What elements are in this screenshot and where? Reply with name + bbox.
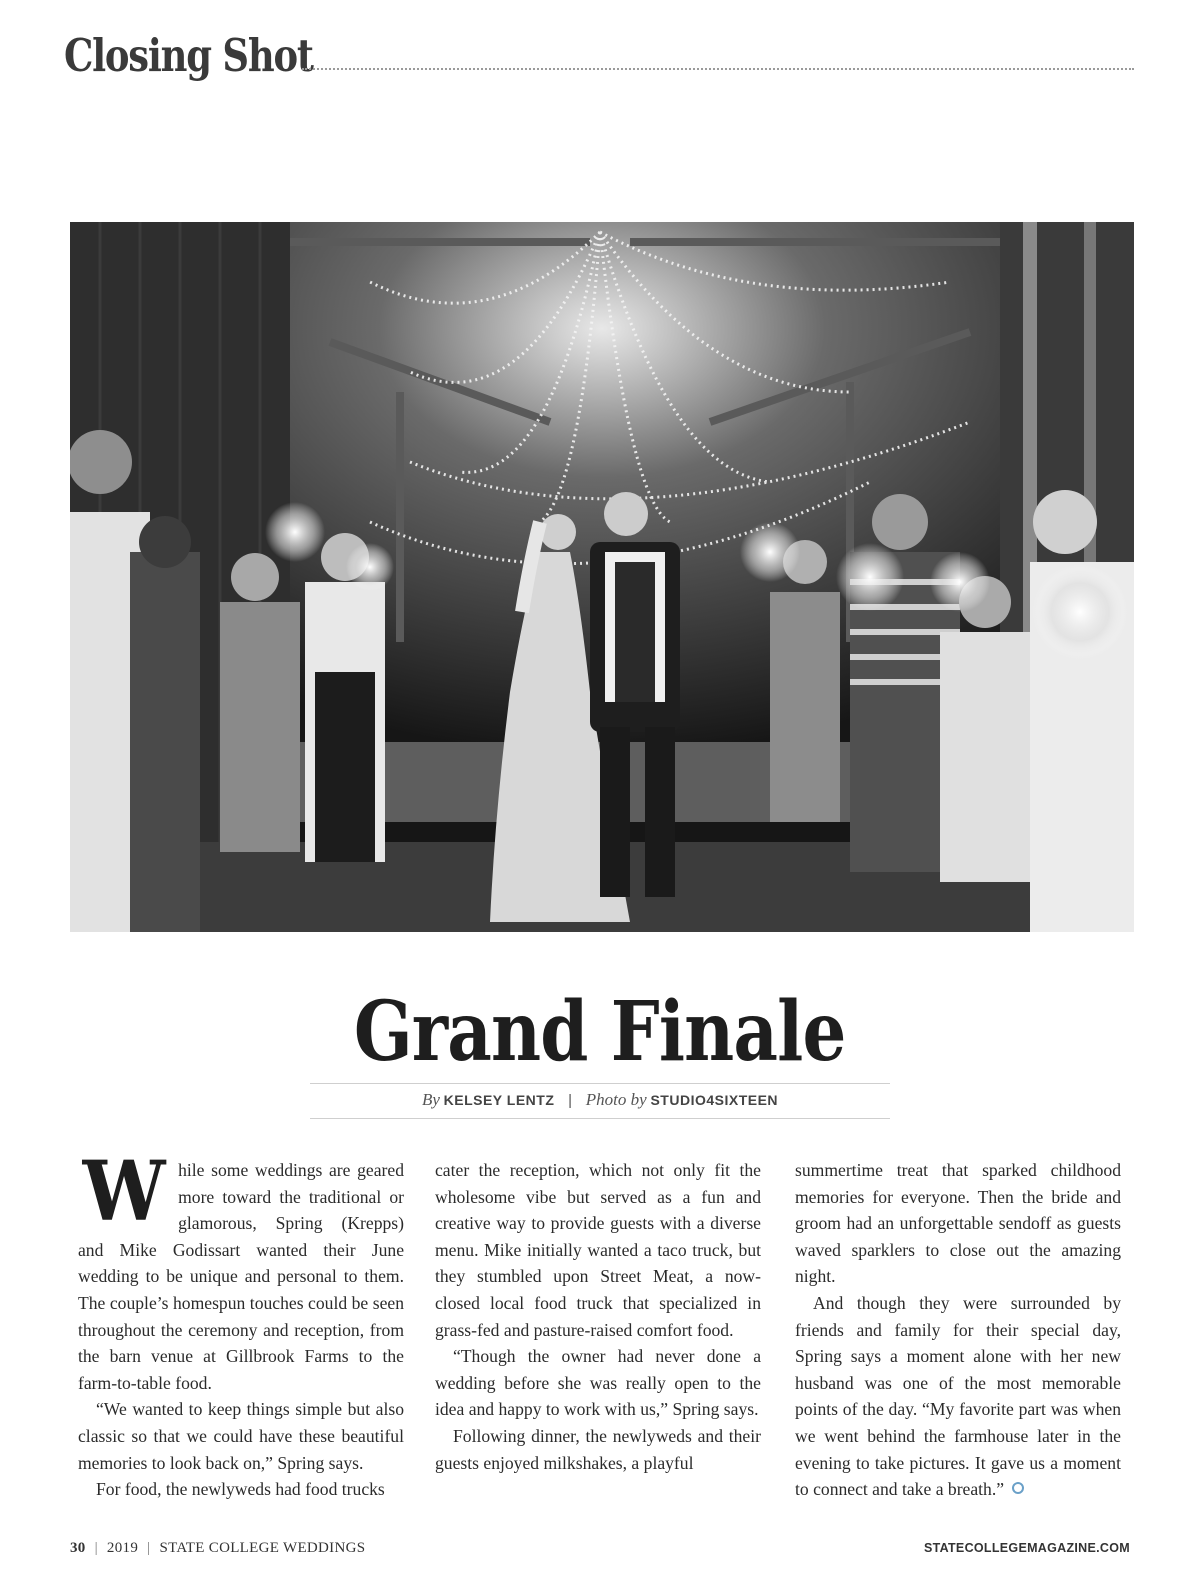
paragraph: cater the reception, which not only fit the wholesome vibe but served as a fun and creative way to provide guests with a diverse menu. Mike initially wanted a taco truck, but they stumbled upon Street Meat, a now-closed local food truck that specialized in grass-fed and pasture-raised comfort food.: [435, 1160, 761, 1340]
footer-publication: STATE COLLEGE WEDDINGS: [159, 1540, 366, 1556]
byline-photographer: STUDIO4SIXTEEN: [650, 1092, 779, 1108]
byline: [310, 1083, 890, 1119]
footer-separator: |: [94, 1540, 98, 1556]
article-column-3: [795, 1157, 1121, 1503]
paragraph: “We wanted to keep things simple but also classic so that we could have these beautiful memories to look back on,” Spring says.: [78, 1399, 404, 1473]
byline-text: [310, 1090, 890, 1110]
paragraph: “Though the owner had never done a wedding before she was really open to the idea and happy to work with us,” Spring says.: [435, 1346, 761, 1420]
byline-author: KELSEY LENTZ: [443, 1092, 555, 1108]
page-number: 30: [70, 1540, 86, 1556]
article-column-2: [435, 1157, 761, 1476]
footer-website[interactable]: STATECOLLEGEMAGAZINE.COM: [923, 1541, 1130, 1555]
paragraph: summertime treat that sparked childhood memories for everyone. Then the bride and groom had an unforgettable sendoff as guests waved sparklers to close out the amazing night.: [795, 1160, 1121, 1287]
paragraph-text: hile some weddings are geared more toward the traditional or glamorous, Spring (Krepps) and Mike Godissart wanted their June wedding to be unique and personal to them. The couple’s homespun touches could be seen throughout the ceremony and reception, from the barn venue at Gillbrook Farms to the farm-to-table food.: [78, 1160, 404, 1393]
byline-by: By: [421, 1090, 440, 1109]
section-divider: [302, 68, 1134, 70]
article-headline: [0, 982, 1200, 1082]
end-mark-icon: [1012, 1482, 1024, 1494]
footer-year: 2019: [106, 1540, 139, 1556]
wedding-photo: [70, 222, 1134, 932]
byline-photo-by: Photo by: [585, 1090, 647, 1109]
paragraph: [78, 1144, 404, 1396]
footer-separator: |: [147, 1540, 151, 1556]
paragraph-text: And though they were surrounded by friends and family for their special day, Spring says a moment alone with her new husband was one of the most memorable points of the day. “My favorite part was when we went behind the farmhouse later in the evening to take pictures. It gave us a moment to connect and take a breath.”: [795, 1292, 1121, 1500]
section-title: Closing Shot: [64, 29, 313, 82]
headline-text: Grand Finale: [354, 984, 846, 1080]
paragraph: Following dinner, the newlyweds and their guests enjoyed milkshakes, a playful: [435, 1425, 761, 1473]
article-column-1: [78, 1144, 404, 1503]
section-header: [64, 26, 1134, 86]
footer-folio: [70, 1540, 365, 1557]
paragraph: For food, the newlyweds had food trucks: [96, 1479, 385, 1500]
paragraph: [795, 1290, 1121, 1503]
page-footer: [70, 1540, 1130, 1560]
byline-separator: |: [568, 1092, 573, 1109]
drop-cap: W: [82, 1144, 166, 1240]
sparkler-sendoff-photo-icon: [70, 222, 1134, 932]
